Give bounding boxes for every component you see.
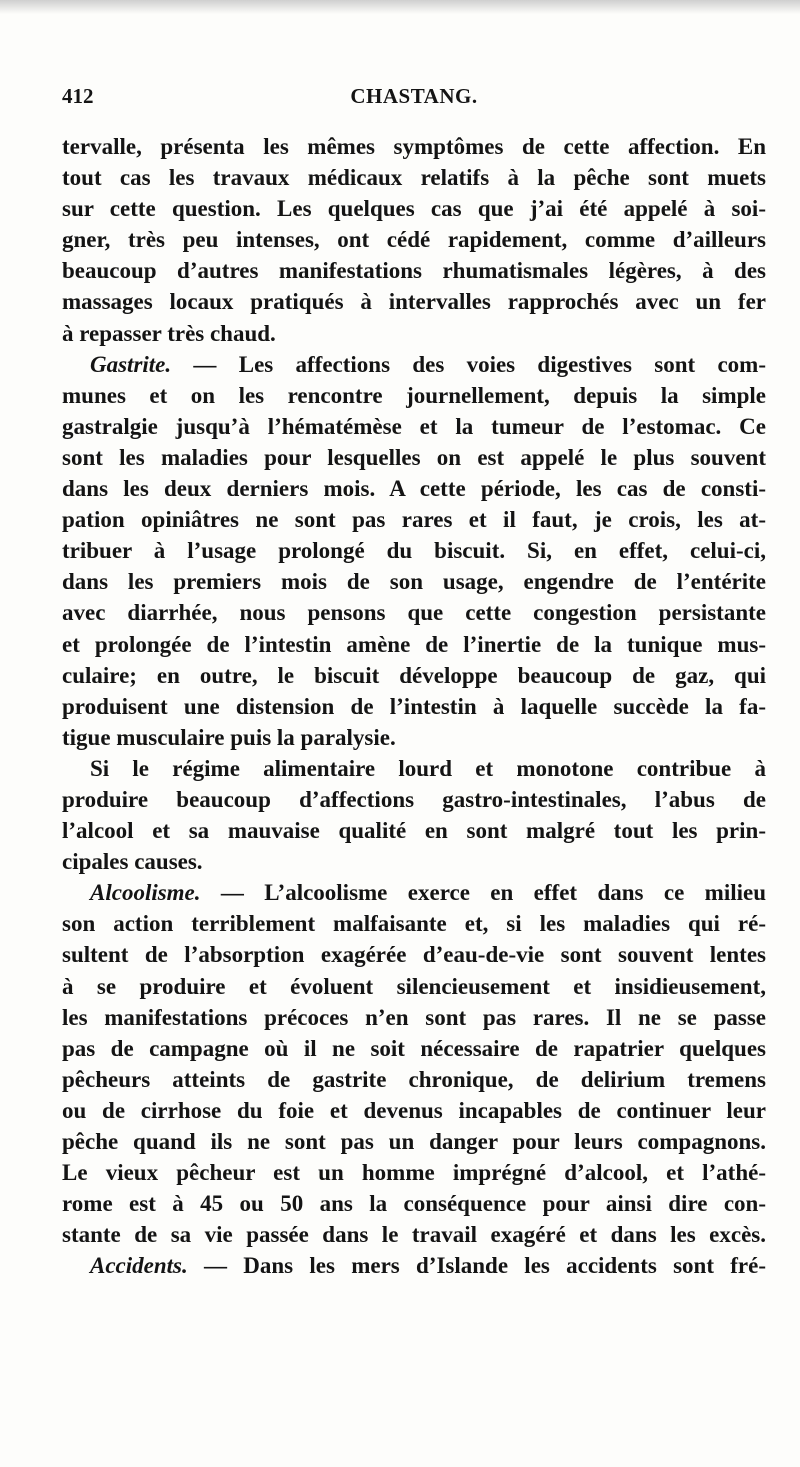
running-head: CHASTANG.: [350, 84, 478, 108]
text-line: stante de sa vie passée dans le travail exagéré et dans les excès.: [62, 1222, 766, 1248]
text-line: et prolongée de l’intestin amène de l’inertie de la tunique mus-: [62, 631, 766, 657]
section-rubric: Gastrite.: [90, 351, 172, 377]
section-heading-line: Alcoolisme. — L’alcoolisme exerce en effet dans ce milieu: [90, 880, 766, 906]
section-heading-line: Accidents. — Dans les mers d’Islande les accidents sont fré-: [90, 1253, 766, 1279]
text-line: pas de campagne où il ne soit nécessaire de rapatrier quelques: [62, 1035, 766, 1061]
text-line: pation opiniâtres ne sont pas rares et il faut, je crois, les at-: [62, 507, 766, 533]
text-line: son action terriblement malfaisante et, si les maladies qui ré-: [62, 911, 766, 937]
text-line: gner, très peu intenses, ont cédé rapidement, comme d’ailleurs: [62, 227, 766, 253]
text-line: dans les deux derniers mois. A cette période, les cas de consti-: [62, 476, 766, 502]
section-rubric: Alcoolisme.: [90, 880, 201, 906]
text-line: cipales causes.: [62, 849, 203, 875]
text-line: beaucoup d’autres manifestations rhumatismales légères, à des: [62, 258, 766, 284]
text-line: gastralgie jusqu’à l’hématémèse et la tumeur de l’estomac. Ce: [62, 413, 766, 439]
text-line: sont les maladies pour lesquelles on est appelé le plus souvent: [62, 444, 766, 470]
page-number: 412: [62, 84, 94, 108]
scan-edge-shading: [0, 0, 800, 14]
page-header: [62, 84, 766, 114]
text-line: pêcheurs atteints de gastrite chronique, de delirium tremens: [62, 1066, 766, 1092]
text-line: l’alcool et sa mauvaise qualité en sont malgré tout les prin-: [62, 818, 766, 844]
text-line: massages locaux pratiqués à intervalles rapprochés avec un fer: [62, 289, 766, 315]
text-line: produisent une distension de l’intestin à laquelle succède la fa-: [62, 693, 766, 719]
text-line: avec diarrhée, nous pensons que cette congestion persistante: [62, 600, 766, 626]
text-line: ou de cirrhose du foie et devenus incapables de continuer leur: [62, 1097, 766, 1123]
text-line: à repasser très chaud.: [62, 320, 276, 346]
text-line: tribuer à l’usage prolongé du biscuit. Si, en effet, celui-ci,: [62, 538, 766, 564]
text-line: tout cas les travaux médicaux relatifs à la pêche sont muets: [62, 165, 766, 191]
text-line: rome est à 45 ou 50 ans la conséquence pour ainsi dire con-: [62, 1191, 766, 1217]
text-line: tervalle, présenta les mêmes symptômes de cette affection. En: [62, 134, 766, 159]
text-line: tigue musculaire puis la paralysie.: [62, 724, 396, 750]
body-text: [62, 131, 766, 1281]
text-line: Si le régime alimentaire lourd et monotone contribue à: [90, 755, 766, 781]
text-line: sur cette question. Les quelques cas que j’ai été appelé à soi-: [62, 196, 766, 222]
text-line: les manifestations précoces n’en sont pas rares. Il ne se passe: [62, 1004, 766, 1030]
text-line: à se produire et évoluent silencieusement et insidieusement,: [62, 973, 766, 999]
text-line: produire beaucoup d’affections gastro-intestinales, l’abus de: [62, 786, 766, 812]
text-line: sultent de l’absorption exagérée d’eau-de-vie sont souvent lentes: [62, 942, 766, 968]
text-line: munes et on les rencontre journellement, depuis la simple: [62, 382, 766, 408]
text-line: culaire; en outre, le biscuit développe beaucoup de gaz, qui: [62, 662, 766, 688]
section-heading-line: Gastrite. — Les affections des voies digestives sont com-: [90, 351, 766, 377]
text-line: Le vieux pêcheur est un homme imprégné d’alcool, et l’athé-: [62, 1160, 766, 1186]
text-line: pêche quand ils ne sont pas un danger pour leurs compagnons.: [62, 1129, 766, 1154]
text-line: dans les premiers mois de son usage, engendre de l’entérite: [62, 569, 766, 595]
section-rubric: Accidents.: [90, 1253, 188, 1279]
